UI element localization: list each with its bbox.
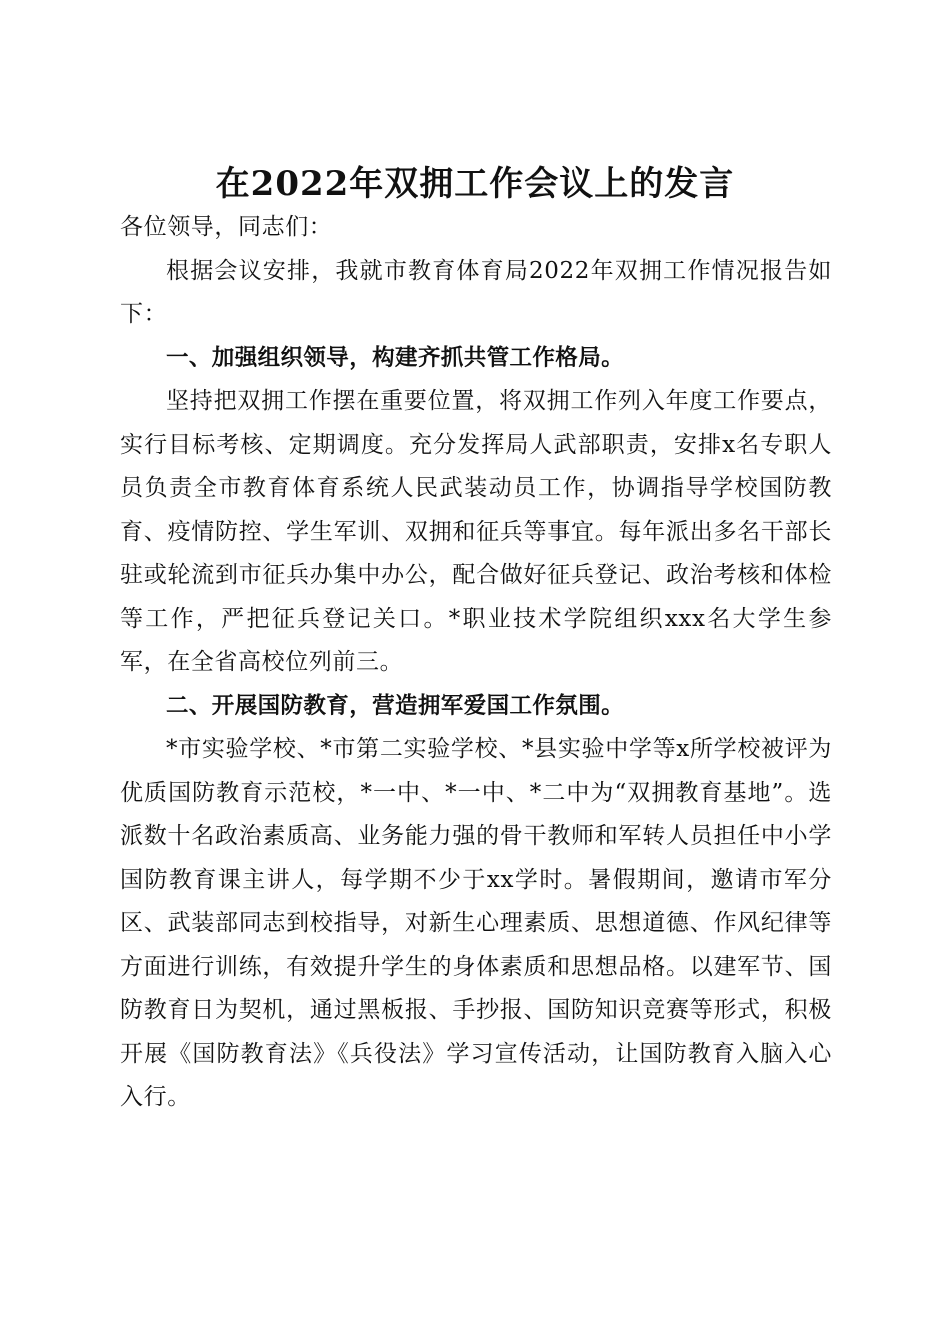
document-title: 在2022年双拥工作会议上的发言 (215, 163, 735, 204)
salutation: 各位领导，同志们： (120, 214, 333, 240)
document-body (120, 206, 832, 1120)
intro-paragraph: 根据会议安排，我就市教育体育局2022年双拥工作情况报告如下： (120, 257, 832, 327)
section-2-heading: 二、开展国防教育，营造拥军爱国工作氛围。 (166, 692, 625, 719)
section-1-paragraph: 坚持把双拥工作摆在重要位置，将双拥工作列入年度工作要点，实行目标考核、定期调度。充分发挥局人武部职责，安排x名专职人员负责全市教育体育系统人民武装动员工作，协调指导学校国防教育、疫情防控、学生军训、双拥和征兵等事宜。每年派出多名干部长驻或轮流到市征兵办集中办公，配合做好征兵登记、政治考核和体检等工作，严把征兵登记关口。*职业技术学院组织xxx名大学生参军，在全省高校位列前三。 (120, 388, 832, 675)
section-2-paragraph: *市实验学校、*市第二实验学校、*县实验中学等x所学校被评为优质国防教育示范校，*一中、*一中、*二中为“双拥教育基地”。选派数十名政治素质高、业务能力强的骨干教师和军转人员担任中小学国防教育课主讲人，每学期不少于xx学时。暑假期间，邀请市军分区、武装部同志到校指导，对新生心理素质、思想道德、作风纪律等方面进行训练，有效提升学生的身体素质和思想品格。以建军节、国防教育日为契机，通过黑板报、手抄报、国防知识竞赛等形式，积极开展《国防教育法》《兵役法》学习宣传活动，让国防教育入脑入心入行。 (120, 736, 832, 1110)
section-1-heading: 一、加强组织领导，构建齐抓共管工作格局。 (166, 344, 625, 371)
